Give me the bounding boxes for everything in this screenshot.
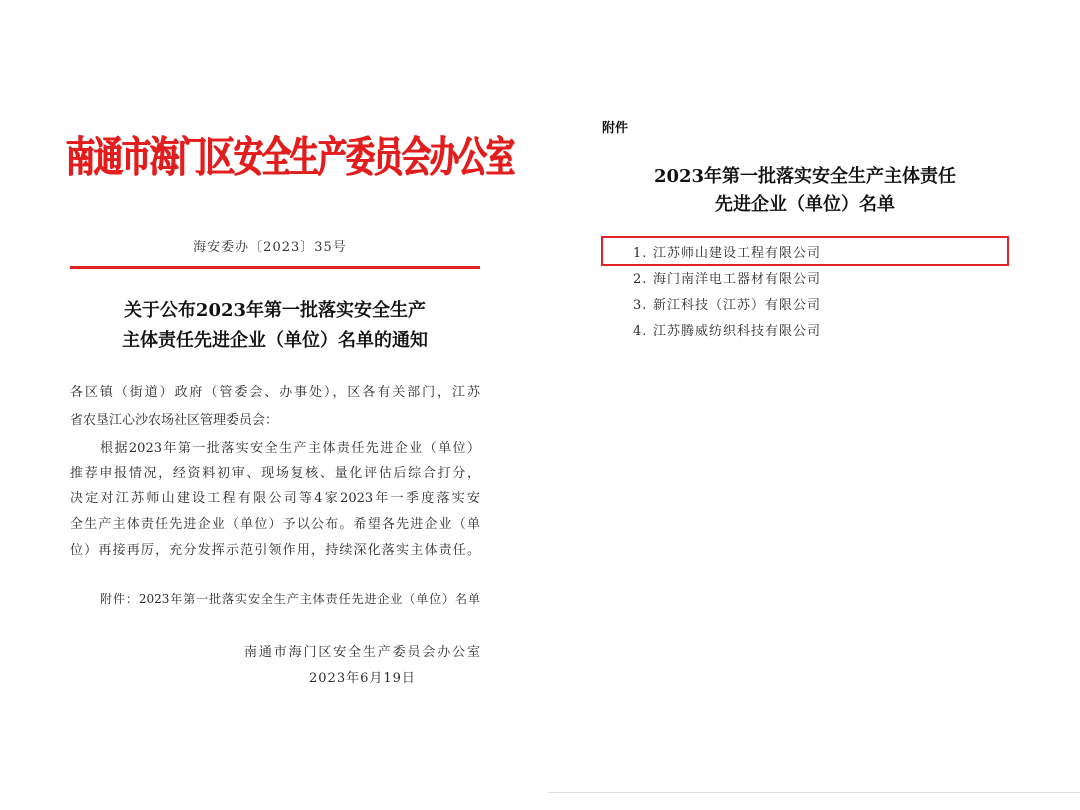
body-line-5: 位）再接再厉，充分发挥示范引领作用，持续深化落实主体责任。: [70, 543, 480, 558]
company-name: 江苏腾威纺织科技有限公司: [653, 324, 822, 339]
company-number: 1.: [633, 246, 648, 261]
body-line-1: 根据2023年第一批落实安全生产主体责任先进企业（单位）: [100, 441, 480, 456]
attachment-note: 附件：2023年第一批落实安全生产主体责任先进企业（单位）名单: [100, 592, 480, 606]
body-line-4: 全生产主体责任先进企业（单位）予以公布。希望各先进企业（单: [70, 517, 480, 532]
addressee-line-1: 各区镇（街道）政府（管委会、办事处），区各有关部门，江苏: [70, 385, 480, 400]
company-number: 3.: [633, 298, 648, 313]
attachment-label: 附件: [602, 121, 629, 136]
issuer-red-header: 南通市海门区安全生产委员会办公室: [66, 132, 515, 182]
red-divider-line: [70, 266, 480, 269]
signature-date: 2023年6月19日: [309, 671, 416, 686]
company-list-item-4: [633, 322, 821, 348]
body-line-3: 决定对江苏师山建设工程有限公司等4家2023年一季度落实安: [70, 491, 480, 506]
addressee-line-2: 省农垦江心沙农场社区管理委员会：: [70, 413, 279, 428]
signature-issuer: 南通市海门区安全生产委员会办公室: [244, 645, 480, 660]
company-name: 海门南洋电工器材有限公司: [653, 272, 822, 287]
company-list-item-2: [633, 270, 821, 296]
body-line-2: 推荐申报情况，经资料初审、现场复核、量化评估后综合打分，: [70, 466, 480, 481]
list-title-line-2: 先进企业（单位）名单: [715, 194, 895, 215]
notice-title-line-1: 关于公布2023年第一批落实安全生产: [123, 300, 427, 321]
page-bottom-divider: [548, 792, 1080, 793]
company-list-item-3: [633, 296, 821, 322]
company-name: 新江科技（江苏）有限公司: [653, 298, 822, 313]
document-number: 海安委办〔2023〕35号: [193, 240, 347, 255]
list-title-line-1: 2023年第一批落实安全生产主体责任: [653, 166, 957, 187]
company-number: 4.: [633, 324, 648, 339]
company-number: 2.: [633, 272, 648, 287]
company-name: 江苏师山建设工程有限公司: [653, 246, 822, 261]
highlight-box-first-company: [601, 236, 1009, 266]
notice-title-line-2: 主体责任先进企业（单位）名单的通知: [122, 330, 428, 351]
